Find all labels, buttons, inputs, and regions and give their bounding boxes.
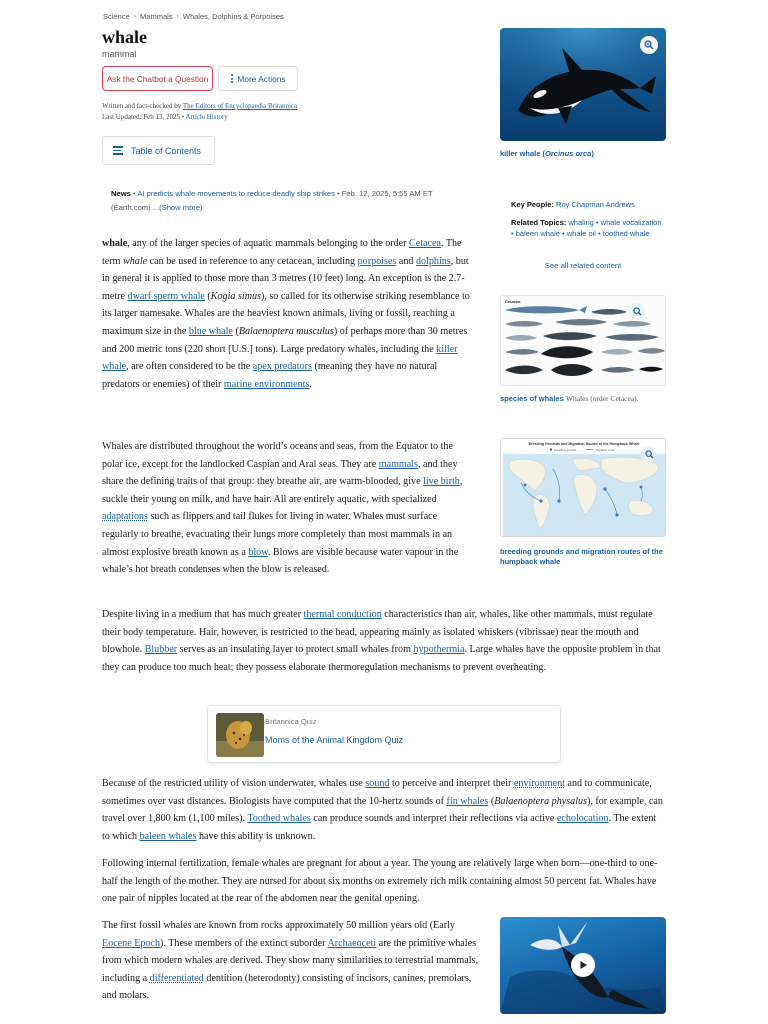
breadcrumb-item-science[interactable]: Science <box>103 12 130 21</box>
link-sound[interactable]: sound <box>365 778 390 789</box>
text-run: Balaenoptera musculus <box>238 325 334 337</box>
text-run: such as flippers and tail flukes for living in water. Whales must surface regularly to breathe, evacuating their lungs more completely than most mammals in an almost explosive breath known as a <box>102 511 453 558</box>
link-dwarf-sperm-whale[interactable]: dwarf sperm whale <box>127 290 205 302</box>
humpback-migration-map-image[interactable] <box>500 438 666 537</box>
caption-text: ) <box>591 149 594 158</box>
byline-prefix: Written and fact-checked by <box>102 102 182 110</box>
text-run: Because of the restricted utility of vision underwater, whales use <box>102 778 366 789</box>
link-differentiated[interactable]: differentiated <box>149 972 204 984</box>
link-cetacea[interactable]: Cetacea <box>409 238 441 249</box>
text-run: Despite living in a medium that has much greater <box>102 609 304 620</box>
link-fin-whales[interactable]: fin whales <box>446 795 489 807</box>
map-title: Breeding Grounds and Migration Routes of the Humpback Whale <box>528 442 640 446</box>
see-all-related-link[interactable]: See all related content <box>544 261 622 270</box>
chevron-right-icon: › <box>133 13 137 20</box>
link-echolocation[interactable]: echolocation <box>556 813 609 825</box>
more-actions-label: More Actions <box>237 73 286 84</box>
text-run: serves as an insulating layer to protect small whales from <box>177 644 414 656</box>
breadcrumb-item-mammals[interactable]: Mammals <box>140 12 173 21</box>
paragraph-fossils <box>102 917 484 1005</box>
breadcrumb <box>103 12 284 21</box>
whale-video-thumbnail[interactable] <box>500 917 666 1014</box>
species-of-whales-image[interactable] <box>500 295 666 386</box>
key-people-link[interactable]: Roy Chapman Andrews <box>556 200 635 209</box>
news-date: • Feb. 12, 2025, 5:55 AM ET <box>337 189 433 198</box>
text-run: can produce sounds and interpret their reflections via active <box>310 813 557 825</box>
text-run: (meaning they have no natural predators or enemies) of their <box>102 361 438 390</box>
ask-chatbot-label: Ask the Chatbot a Question <box>106 73 209 84</box>
byline-author-link[interactable]: The Editors of Encyclopaedia Britannica <box>182 102 298 110</box>
link-apex-predators[interactable]: apex predators <box>252 361 312 373</box>
text-run: whale <box>123 255 148 267</box>
text-run: ( <box>204 290 211 302</box>
news-source: (Earth.com) ... <box>111 203 160 212</box>
article-history-link[interactable]: Article History <box>185 113 228 121</box>
text-run: Whales are distributed throughout the world’s oceans and seas, from the Equator to the polar ice, except for the landlocked Caspian and Aral seas. They are <box>102 441 453 470</box>
text-run: . Large whales have the opposite problem in that they can produce too much heat; they possess elaborate thermoregulation mechanisms to prevent overheating. <box>102 644 661 673</box>
map-caption[interactable]: breeding grounds and migration routes of the humpback whale <box>500 547 663 566</box>
paragraph-intro <box>102 235 476 393</box>
species-caption-title: species of whales <box>500 394 564 403</box>
zoom-icon[interactable] <box>641 446 657 462</box>
link-eocene-epoch[interactable]: Eocene Epoch <box>102 937 161 949</box>
text-run: . The term <box>102 238 462 267</box>
byline <box>102 101 297 123</box>
lead-term: whale <box>102 238 128 249</box>
related-topic-toothed-whale[interactable]: toothed whale <box>602 229 650 238</box>
species-caption[interactable] <box>500 394 666 404</box>
zoom-icon[interactable] <box>640 36 658 54</box>
bullet-separator: • <box>511 229 514 238</box>
link-blubber[interactable]: Blubber <box>144 644 178 656</box>
link-toothed-whales[interactable]: Toothed whales <box>247 813 311 825</box>
page-title: whale <box>102 27 147 47</box>
text-run: characteristics than air, whales, like other mammals, must regulate their body temperature. Hair, however, is restricted to the head, appearing mainly as isolated whiskers (vibrissae) near the mouth and blowhole. <box>102 609 653 656</box>
link-environment[interactable]: environment <box>513 778 565 789</box>
link-hypothermia[interactable]: hypothermia <box>413 644 465 656</box>
news-banner <box>111 187 471 215</box>
link-dolphins[interactable]: dolphins <box>415 255 451 267</box>
caption-text: killer whale ( <box>500 149 546 158</box>
bullet-separator: • <box>595 217 599 227</box>
link-archaeoceti[interactable]: Archaeoceti <box>327 937 377 949</box>
breadcrumb-item-whales[interactable]: Whales, Dolphins & Porpoises <box>182 12 284 21</box>
map-legend-breeding: breeding ground <box>554 448 576 452</box>
text-run: ( <box>232 325 239 337</box>
news-label: News <box>111 189 131 198</box>
link-live-birth[interactable]: live birth <box>423 476 460 488</box>
killer-whale-image[interactable] <box>500 28 666 141</box>
link-adaptations[interactable]: adaptations <box>102 511 148 523</box>
text-run: Balaenoptera physalus <box>494 795 587 807</box>
updated-text: Last Updated: Feb 13, 2025 • <box>102 113 185 121</box>
text-run: have this ability is unknown. <box>196 830 316 842</box>
hero-caption[interactable] <box>500 149 594 159</box>
related-topic-baleen-whale[interactable]: baleen whale <box>515 229 560 238</box>
text-run: and <box>396 255 416 267</box>
text-run: ) of perhaps more than 30 metres and 200 metric tons (220 short [U.S.] tons). Large predatory whales, including the <box>102 325 468 355</box>
kebab-icon <box>231 74 233 83</box>
paragraph-thermoregulation <box>102 606 664 676</box>
text-run: . The extent to which <box>102 813 657 842</box>
link-porpoises[interactable]: porpoises <box>357 255 397 267</box>
link-baleen-whales[interactable]: baleen whales <box>139 830 197 842</box>
text-run: ( <box>488 795 495 807</box>
chevron-right-icon: › <box>176 13 179 20</box>
link-thermal-conduction[interactable]: thermal conduction <box>303 609 382 620</box>
text-run: dentition (heterodonty) consisting of incisors, canines, premolars, and molars. <box>102 972 472 1002</box>
text-run: . <box>309 378 312 390</box>
related-topics-label: Related Topics: <box>511 217 567 227</box>
ask-chatbot-button[interactable] <box>102 66 213 91</box>
bullet-separator: • <box>598 229 601 238</box>
page-subtitle: mammal <box>102 49 137 59</box>
related-topic-whale-oil[interactable]: whale oil <box>566 229 596 238</box>
link-blue-whale[interactable]: blue whale <box>188 325 233 337</box>
text-run: are the primitive whales from which modern whales are derived. They show many similarities to terrestrial mammals, including a <box>102 937 478 984</box>
text-run: Following internal fertilization, female whales are pregnant for about a year. The young are relatively large when born—one-third to one-half the length of the mother. They are nursed for about six months on extremely rich milk containing almost 50 percent fat. Whales have one pair of nipples located at the rear of the abdomen near the genital opening. <box>102 858 658 905</box>
quick-facts <box>511 199 666 240</box>
caption-italic: Orcinus orca <box>545 149 592 158</box>
text-run: ), so called for its otherwise striking resemblance to its larger namesake. Whales are the heaviest known animals, living or fossil, reaching a maximum size in the <box>102 290 470 337</box>
text-run: , but in general it is applied to those more than 3 metres (10 feet) long. An exception is the 2.7-metre <box>102 255 469 302</box>
quiz-title-link[interactable]: Moms of the Animal Kingdom Quiz <box>265 735 404 745</box>
map-legend-migration: migration route <box>595 448 616 452</box>
show-more-link[interactable]: (Show more) <box>159 203 203 212</box>
text-run: , any of the larger species of aquatic mammals belonging to the order <box>127 238 410 249</box>
news-bullet: • <box>132 189 136 198</box>
text-run: to perceive and interpret their <box>389 778 514 789</box>
more-actions-button[interactable] <box>218 66 298 91</box>
bullet-separator: • <box>562 229 565 238</box>
quiz-thumbnail <box>216 713 264 757</box>
species-chart-title: Cetacea <box>505 299 521 304</box>
text-run: The first fossil whales are known from rocks approximately 50 million years old (Early <box>102 920 455 931</box>
paragraph-distribution <box>102 438 476 579</box>
text-run: ). These members of the extinct suborder <box>160 937 328 949</box>
quiz-kicker: Britannica Quiz <box>265 717 317 726</box>
text-run: Kogia simus <box>210 290 261 302</box>
related-topic-whale-vocalization[interactable]: whale vocalization <box>600 217 662 227</box>
quiz-card[interactable] <box>207 705 561 763</box>
news-headline-link[interactable]: AI predicts whale movements to reduce deadly ship strikes <box>137 189 335 198</box>
link-mammals[interactable]: mammals <box>378 458 418 470</box>
link-killer-whale[interactable]: killer whale <box>102 343 458 373</box>
text-run: ), for example, can travel over 1,800 km (1,100 miles). <box>102 795 663 825</box>
text-run: . Blows are visible because water vapour in the whale’s hot breath condenses when the blow is released. <box>102 546 459 576</box>
link-blow[interactable]: blow <box>248 546 268 558</box>
text-run: , and they share the defining traits of that group: they breathe air, are warm-blooded, give <box>102 458 458 488</box>
play-icon <box>578 960 588 970</box>
related-topic-whaling[interactable]: whaling <box>568 217 594 227</box>
text-run: , are often considered to be the <box>126 361 253 373</box>
text-run: and to communicate, sometimes over vast distances. Biologists have computed that the 10-hertz sounds of <box>102 778 652 807</box>
play-button[interactable] <box>571 953 595 977</box>
key-people-label: Key People: <box>511 200 554 209</box>
paragraph-sound <box>102 775 664 845</box>
text-run: can be used in reference to any cetacean, including <box>147 255 358 267</box>
link-marine-environments[interactable]: marine environments <box>223 378 310 390</box>
paragraph-reproduction <box>102 855 664 908</box>
species-caption-text: Whales (order Cetacea). <box>565 394 639 403</box>
toc-label: Table of Contents <box>131 145 202 156</box>
text-run: , suckle their young on milk, and have hair. All are entirely aquatic, with specialized <box>102 476 463 505</box>
table-of-contents-button[interactable] <box>102 136 215 165</box>
zoom-icon[interactable] <box>629 303 645 319</box>
list-icon <box>113 146 123 154</box>
